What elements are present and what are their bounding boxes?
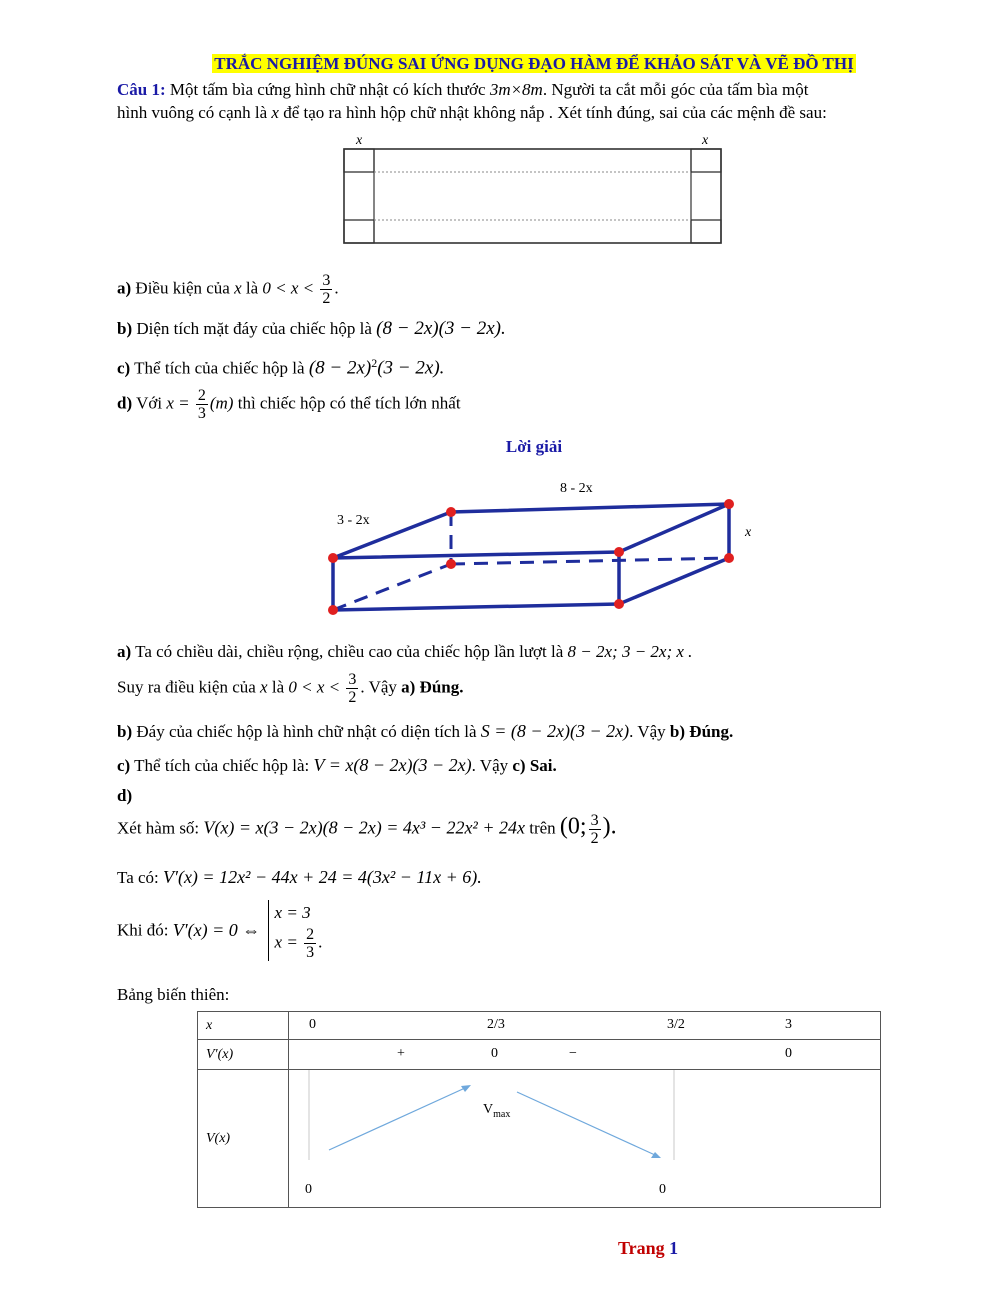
table-row-derivative: V′(x) + 0 − 0	[198, 1040, 881, 1070]
solution-d-line-2: Ta có: V′(x) = 12x² − 44x + 24 = 4(3x² − 11x + 6).	[117, 867, 482, 887]
question-label: Câu 1:	[117, 80, 166, 99]
solution-a-line-2: Suy ra điều kiện của x là 0 < x < $\frac{3}{2}$ . Vậy a) Đúng.	[117, 671, 464, 706]
question-line-1: Câu 1: Một tấm bìa cứng hình chữ nhật có kích thước 3m×8m. Người ta cắt mỗi góc của tấm bìa một	[117, 80, 809, 99]
table-row-function: V(x) $V_{max}$ 0 0	[198, 1070, 881, 1208]
page-title: TRẮC NGHIỆM ĐÚNG SAI ỨNG DỤNG ĐẠO HÀM ĐỂ KHẢO SÁT VÀ VẼ ĐỒ THỊ	[214, 54, 854, 73]
solution-heading: Lời giải	[505, 437, 563, 456]
question-line-2: hình vuông có cạnh là x để tạo ra hình hộp chữ nhật không nắp . Xét tính đúng, sai của các mệnh đề sau:	[117, 103, 827, 122]
page-footer: Trang 1	[618, 1238, 679, 1258]
statement-d: d) Với x = $\frac{2}{3}$ (m) thì chiếc hộp có thể tích lớn nhất	[117, 387, 461, 422]
variation-table	[197, 1011, 881, 1208]
fig2-label-right: x	[745, 525, 752, 540]
box-figure	[315, 472, 775, 622]
solution-d-line-4: Bảng biến thiên:	[117, 985, 230, 1004]
cardboard-figure	[330, 128, 730, 250]
variation-arrows	[289, 1070, 889, 1208]
statement-a: a) Điều kiện của x là 0 < x < $\frac{3}{2}$ .	[117, 272, 339, 307]
statement-c: c) Thể tích của chiếc hộp là $(8 - 2x)^2(3 - 2x)$.	[117, 356, 445, 379]
statement-b: b) Diện tích mặt đáy của chiếc hộp là (8 − 2x)(3 − 2x).	[117, 318, 506, 339]
solution-a-line-1: a) Ta có chiều dài, chiều rộng, chiều cao của chiếc hộp lần lượt là 8 − 2x; 3 − 2x; x .	[117, 642, 693, 661]
solution-system: x = 3 x = $\frac{2}{3}$ .	[268, 900, 323, 961]
table-row-x: x 0 2/3 3/2 3	[198, 1012, 881, 1040]
fig2-label-left: 3 - 2x	[337, 513, 370, 528]
solution-d-line-1: Xét hàm số: V(x) = x(3 − 2x)(8 − 2x) = 4x³ − 22x² + 24x trên (0; $\frac{3}{2}$ ).	[117, 812, 617, 847]
solution-d-line-3: Khi đó: V′(x) = 0 ⇔ x = 3 x = $\frac{2}{3}$ .	[117, 900, 322, 961]
fig1-label-right: x	[702, 133, 709, 148]
solution-d-label: d)	[117, 786, 133, 805]
fig1-label-left: x	[356, 133, 363, 148]
solution-b: b) Đáy của chiếc hộp là hình chữ nhật có diện tích là S = (8 − 2x)(3 − 2x). Vậy b) Đúng.	[117, 721, 734, 741]
solution-c: c) Thể tích của chiếc hộp là: V = x(8 − 2x)(3 − 2x). Vậy c) Sai.	[117, 755, 557, 775]
vmax-label: $V_{max}$	[483, 1102, 511, 1120]
fig2-label-top: 8 - 2x	[560, 481, 593, 496]
